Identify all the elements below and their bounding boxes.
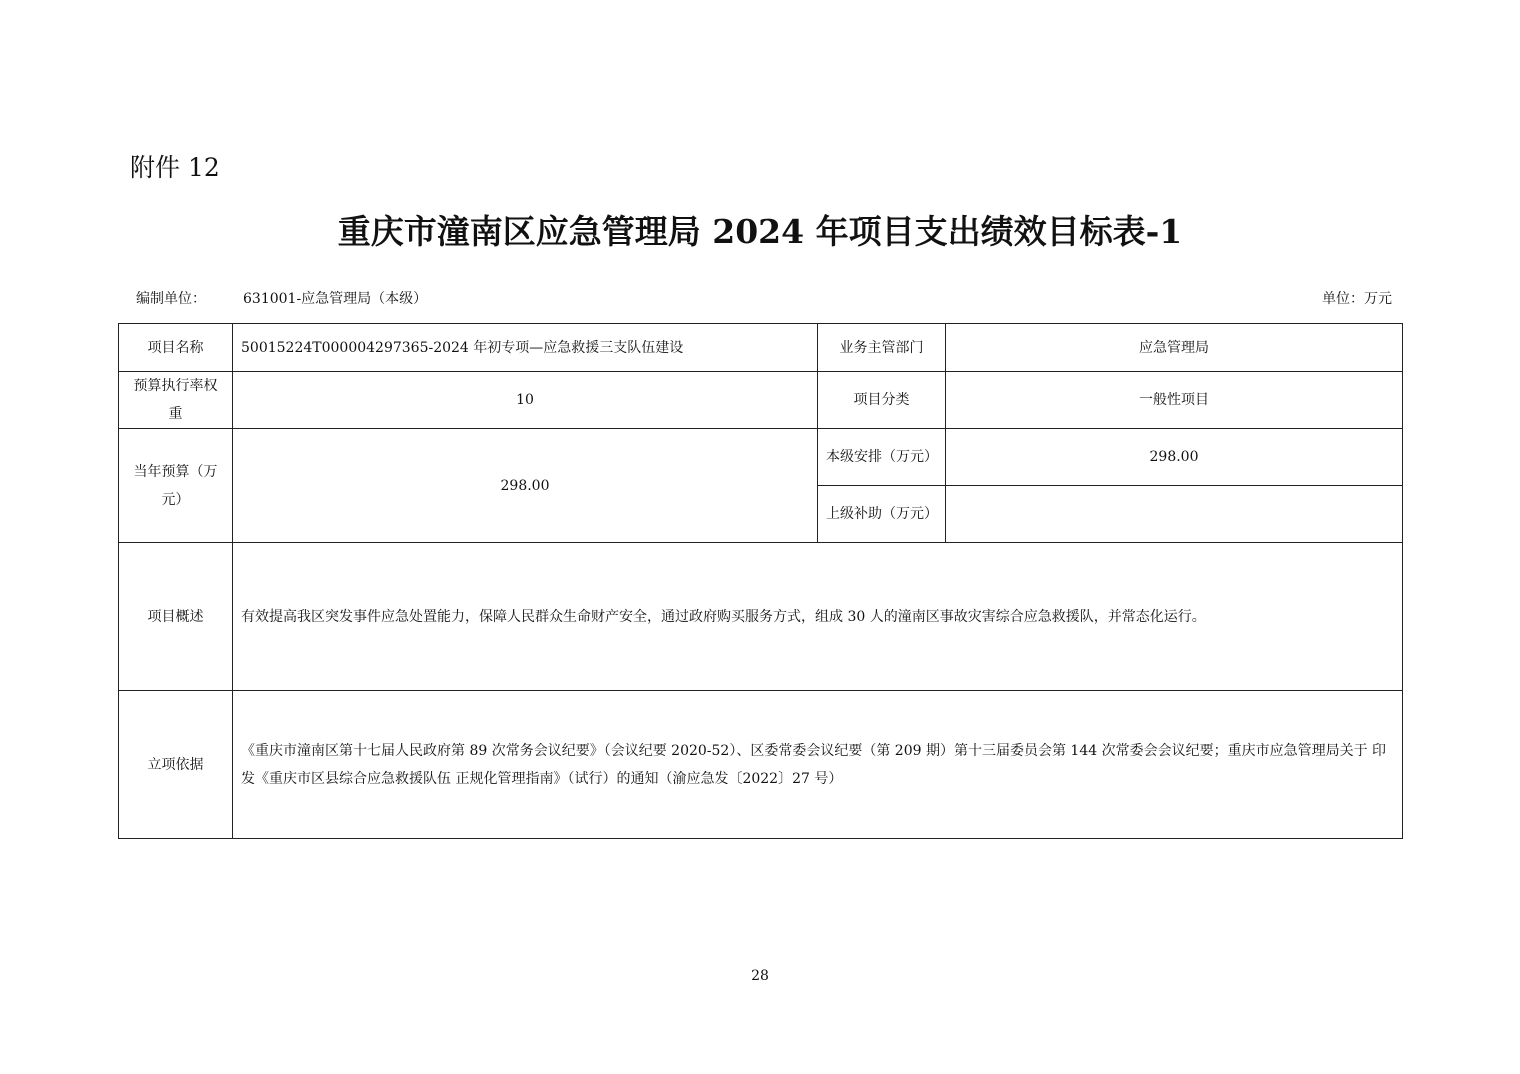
local-funding-label: 本级安排（万元） bbox=[818, 429, 946, 486]
document-title: 重庆市潼南区应急管理局 2024 年项目支出绩效目标表-1 bbox=[337, 212, 1183, 251]
attachment-number: 12 bbox=[187, 153, 220, 182]
page-number: 28 bbox=[751, 968, 769, 984]
overview-value: 有效提高我区突发事件应急处置能力，保障人民群众生命财产安全，通过政府购买服务方式，组成 30 人的潼南区事故灾害综合应急救援队，并常态化运行。 bbox=[233, 543, 1403, 691]
category-value: 一般性项目 bbox=[946, 372, 1403, 429]
budget-value: 298.00 bbox=[233, 429, 818, 543]
superior-funding-label: 上级补助（万元） bbox=[818, 486, 946, 543]
table-row bbox=[119, 691, 1403, 839]
basis-value: 《重庆市潼南区第十七届人民政府第 89 次常务会议纪要》（会议纪要 2020-52）、区委常委会议纪要（第 209 期）第十三届委员会第 144 次常委会会议纪要；重庆市应急管理局关于 印发《重庆市区县综合应急救援队伍 正规化管理指南》（试行）的通知（渝应急发〔2022〕27 号） bbox=[233, 691, 1403, 839]
overview-label: 项目概述 bbox=[119, 543, 233, 691]
attachment-text: 附件 bbox=[130, 153, 181, 182]
table-row bbox=[119, 324, 1403, 372]
category-label: 项目分类 bbox=[818, 372, 946, 429]
project-name-value: 50015224T000004297365-2024 年初专项—应急救援三支队伍建设 bbox=[233, 324, 818, 372]
local-funding-value: 298.00 bbox=[946, 429, 1403, 486]
table-row bbox=[119, 543, 1403, 691]
weight-label: 预算执行率权重 bbox=[119, 372, 233, 429]
weight-value: 10 bbox=[233, 372, 818, 429]
dept-value: 应急管理局 bbox=[946, 324, 1403, 372]
table-row bbox=[119, 429, 1403, 486]
budget-label: 当年预算（万元） bbox=[119, 429, 233, 543]
dept-label: 业务主管部门 bbox=[818, 324, 946, 372]
compiling-unit-value: 631001-应急管理局（本级） bbox=[243, 291, 428, 307]
superior-funding-value bbox=[946, 486, 1403, 543]
compiling-unit-label: 编制单位： bbox=[136, 291, 206, 307]
currency-unit: 单位：万元 bbox=[1322, 291, 1392, 307]
basis-label: 立项依据 bbox=[119, 691, 233, 839]
performance-target-table bbox=[118, 323, 1403, 839]
project-name-label: 项目名称 bbox=[119, 324, 233, 372]
attachment-label bbox=[130, 150, 220, 186]
table-row bbox=[119, 372, 1403, 429]
